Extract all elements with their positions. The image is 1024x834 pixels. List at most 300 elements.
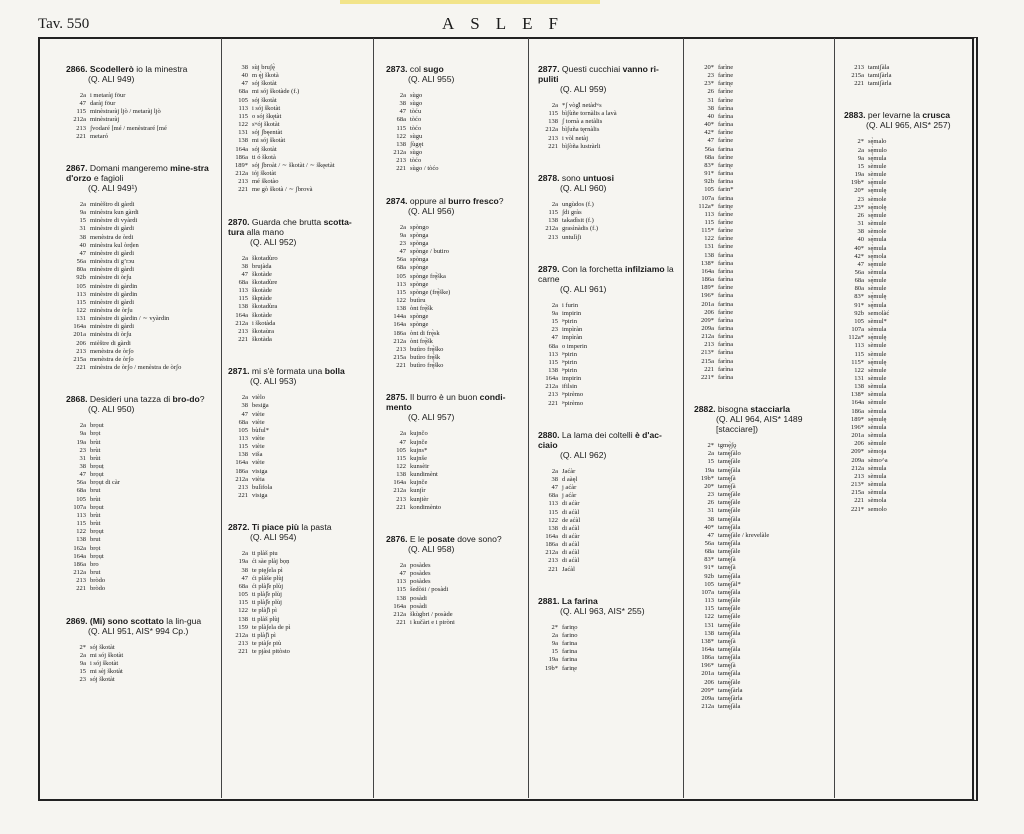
entry-heading: [228, 217, 358, 247]
locality-code: 92b: [76, 274, 86, 282]
atlas-column: [844, 64, 964, 524]
form-row: [386, 504, 516, 512]
dialect-form: sę̀mulę: [868, 187, 887, 195]
dialect-form: sèmule: [868, 399, 887, 407]
dialect-form: sę̀mulę: [868, 334, 887, 342]
locality-code: 212a: [235, 319, 248, 327]
dialect-form: tamę̀ʃà: [718, 474, 736, 482]
form-row: [66, 348, 216, 356]
dialect-form: farina: [718, 325, 734, 332]
locality-code: 80a: [76, 266, 86, 274]
map-entry: [694, 404, 814, 711]
locality-code: 113: [396, 280, 406, 288]
locality-code: 213: [396, 495, 406, 503]
form-row: [694, 64, 814, 72]
form-row: [538, 391, 678, 399]
form-row: [66, 266, 216, 274]
locality-code: 201a: [73, 331, 86, 339]
entry-text: io la minestra: [133, 64, 188, 74]
form-row: [228, 459, 358, 467]
locality-code: 113: [76, 511, 86, 519]
form-row: [228, 137, 358, 145]
form-row: [228, 435, 358, 443]
dialect-form: ći plàʃ̌e plùj: [252, 582, 284, 590]
locality-code: 38: [241, 566, 248, 574]
entry-heading: [538, 596, 678, 616]
locality-code: 209*: [851, 448, 864, 456]
dialect-form: spònge frę̀ška: [410, 272, 446, 280]
form-row: [66, 364, 216, 372]
dialect-form: spònga: [410, 231, 429, 239]
form-row: [66, 331, 216, 339]
entry-heading: [538, 430, 678, 460]
locality-code: 112a*: [848, 334, 864, 342]
dialect-form: farìna: [718, 121, 734, 129]
form-row: [228, 287, 358, 295]
locality-code: 115: [396, 288, 406, 296]
locality-code: 107a: [73, 503, 86, 511]
locality-code: 38: [79, 463, 86, 470]
form-row: [844, 318, 964, 326]
form-row: [228, 394, 358, 402]
locality-code: 47: [79, 249, 86, 257]
dialect-form: tamę̀ʃàle / krevelàle: [718, 531, 770, 539]
dialect-form: sèmula: [868, 432, 887, 440]
form-row: [844, 245, 964, 253]
dialect-form: škotadùra: [252, 303, 278, 311]
locality-code: 115: [238, 599, 248, 607]
locality-code: 115*: [701, 227, 714, 235]
locality-code: 2a: [399, 92, 406, 99]
form-row: [694, 703, 814, 711]
locality-code: 212a: [235, 631, 248, 639]
form-row: [694, 203, 814, 211]
locality-code: 15: [551, 318, 558, 326]
map-entry: [538, 596, 678, 673]
dialect-form: posàdes: [410, 561, 431, 569]
dialect-form: spònge (frę̀ške): [410, 288, 451, 296]
locality-code: 23*: [854, 203, 864, 211]
locality-code: 113: [548, 350, 558, 358]
dialect-form: tamę̀ʃàrla: [718, 686, 743, 694]
entry-number: 2871.: [228, 366, 252, 377]
locality-code: 38: [707, 515, 714, 523]
form-row: [386, 281, 516, 289]
entry-gap: [386, 380, 516, 392]
locality-code: 213: [76, 347, 86, 355]
locality-code: 40: [707, 112, 714, 120]
dialect-form: sę̀mulę: [868, 415, 887, 423]
locality-code: 47: [399, 438, 406, 446]
entry-number: 2869.: [66, 615, 90, 626]
entry-gap: [228, 205, 358, 217]
locality-code: 164a: [73, 552, 86, 560]
dialect-form: ònt di frę̀sk: [410, 329, 440, 337]
entry-heading: [844, 110, 964, 130]
dialect-form: bùful*: [252, 426, 269, 434]
entry-keyword: Ti piace più: [251, 522, 300, 533]
locality-code: 9a: [79, 659, 86, 667]
locality-code: 189*: [851, 415, 864, 423]
form-row: [66, 315, 216, 323]
locality-code: 2a: [399, 561, 406, 569]
form-row: [694, 113, 814, 121]
form-row: [538, 234, 678, 242]
locality-code: 206: [854, 440, 864, 448]
form-row: [694, 358, 814, 366]
form-row: [538, 343, 678, 351]
locality-code: 2a: [241, 550, 248, 558]
dialect-form: farìne: [718, 153, 734, 161]
locality-code: 2a: [79, 651, 86, 659]
entry-reference: (Q. ALI 965, AIS* 257): [866, 120, 951, 131]
dialect-form: sę̀mule: [868, 277, 887, 285]
dialect-form: j aćàr: [562, 484, 577, 492]
form-row: [844, 236, 964, 244]
form-row: [386, 619, 516, 627]
entry-gap: [66, 382, 216, 394]
dialect-form: sèmula: [868, 464, 887, 472]
entry-reference: (Q. ALI 950): [88, 404, 135, 415]
form-row: [844, 204, 964, 212]
dialect-form: sùgo: [410, 149, 423, 157]
dialect-form: posàdi: [410, 594, 427, 602]
entry-keyword: posate: [427, 533, 455, 544]
dialect-form: bìʃuña tęrnàlis: [562, 126, 600, 134]
locality-code: 164a: [73, 323, 86, 331]
form-row: [386, 313, 516, 321]
locality-code: 2a: [551, 467, 558, 475]
form-row: [66, 471, 216, 479]
entry-number: 2879.: [538, 263, 562, 274]
locality-code: 19a: [76, 438, 86, 446]
dialect-form: brọut: [90, 503, 104, 511]
dialect-form: minèstra de òrʃo / menèstra de òrʃo: [90, 364, 182, 372]
form-row: [228, 567, 358, 575]
dialect-form: sùgu: [410, 132, 423, 140]
form-row: [386, 92, 516, 100]
dialect-form: visiga: [252, 492, 268, 500]
dialect-form: i škotàda: [252, 319, 276, 327]
locality-code: 186a: [545, 541, 558, 549]
form-row: [844, 220, 964, 228]
locality-code: 19a: [854, 171, 864, 179]
dialect-form: sèmula: [868, 481, 887, 489]
dialect-form: te pięʃela pì: [252, 566, 283, 574]
dialect-form: ʲᵉpirin: [562, 350, 577, 358]
locality-code: 47: [79, 100, 86, 108]
dialect-form: minèstre di gàrdi: [90, 225, 135, 233]
dialect-form: mi sój škotàde (f.): [252, 88, 300, 96]
form-row: [66, 585, 216, 593]
entry-keyword: sugo: [423, 64, 444, 74]
dialect-form: kujns*: [410, 446, 428, 454]
locality-code: 105: [396, 272, 406, 280]
entry-reference: (Q. ALI 961): [560, 283, 607, 294]
locality-code: 68a: [854, 277, 864, 285]
locality-code: 47: [399, 108, 406, 116]
dialect-form: tamę̀ʃàle: [718, 678, 741, 686]
locality-code: 113: [238, 435, 248, 442]
form-row: [694, 97, 814, 105]
entry-heading: [66, 64, 216, 84]
form-row: [538, 375, 678, 383]
locality-code: 19a: [238, 558, 248, 566]
dialect-form: farina: [718, 178, 734, 186]
dialect-form: tgmę̀ʃǫ: [718, 442, 737, 450]
entry-number: 2883.: [844, 110, 868, 121]
form-row: [66, 242, 216, 250]
dialect-form: tamę̀ʃàl*: [718, 580, 741, 588]
entry-heading: [386, 64, 516, 84]
form-row: [228, 336, 358, 344]
dialect-form: tòćo: [410, 116, 422, 124]
dialect-form: tamę̀ʃàla: [718, 515, 741, 523]
entry-heading: [66, 163, 216, 193]
dialect-form: farìna: [718, 365, 734, 373]
form-row: [844, 367, 964, 375]
locality-code: 138: [704, 629, 714, 637]
form-row: [694, 532, 814, 540]
locality-code: 164a: [701, 646, 714, 653]
locality-code: 196*: [851, 423, 864, 431]
form-row: [694, 507, 814, 515]
locality-code: 164a: [235, 311, 248, 319]
dialect-form: farìne: [718, 64, 734, 71]
locality-code: 122: [704, 613, 714, 621]
dialect-form: tamę̀ʃàle: [718, 613, 741, 621]
dialect-form: spònga: [410, 239, 429, 247]
locality-code: 221: [704, 365, 714, 373]
dialect-form: sùj bruʃę̀: [252, 64, 275, 71]
page-title: ASLEF: [442, 14, 574, 33]
locality-code: 162a: [73, 544, 86, 552]
dialect-form: di aćàl: [562, 508, 580, 516]
locality-code: 38: [551, 475, 558, 483]
dialect-form: sèmo^a: [868, 456, 888, 464]
dialect-form: i kučàri e i piròni: [410, 619, 455, 627]
locality-code: 164a: [545, 375, 558, 383]
locality-code: 105: [854, 317, 864, 325]
form-row: [844, 457, 964, 465]
locality-code: 23: [707, 491, 714, 499]
dialect-form: minèstre di gàrdin: [90, 282, 138, 290]
dialect-form: sèmule: [868, 171, 887, 179]
locality-code: 47: [241, 80, 248, 88]
top-color-strip: [340, 0, 600, 4]
locality-code: 47: [707, 137, 714, 145]
form-row: [66, 234, 216, 242]
locality-code: 47: [551, 334, 558, 342]
locality-code: 23: [79, 676, 86, 684]
locality-code: 189*: [701, 284, 714, 292]
form-row: [844, 342, 964, 350]
form-row: [228, 105, 358, 113]
dialect-form: farina: [718, 194, 734, 202]
locality-code: 138: [548, 217, 558, 225]
entry-reference: (Q. ALI 958): [408, 543, 455, 554]
entry-gap: [538, 161, 678, 173]
dialect-form: i sój škotàt: [252, 104, 281, 112]
form-row: [694, 654, 814, 662]
form-row: [66, 528, 216, 536]
locality-code: 38: [241, 262, 248, 270]
dialect-form: brọut: [90, 422, 104, 430]
dialect-form: farìna: [718, 349, 734, 357]
locality-code: 122: [704, 235, 714, 243]
dialect-form: tamę̀ʃàle: [718, 597, 741, 605]
form-row: [386, 289, 516, 297]
dialect-form: brùt: [90, 520, 101, 528]
locality-code: 209a: [701, 694, 714, 702]
locality-code: 144a: [393, 313, 406, 321]
map-entry: [844, 64, 964, 88]
form-row: [694, 679, 814, 687]
entry-heading: [538, 264, 678, 294]
entry-text: per levarne la: [867, 110, 923, 121]
form-row: [844, 179, 964, 187]
form-row: [694, 670, 814, 678]
locality-code: 92b: [704, 178, 714, 186]
locality-code: 115: [704, 605, 714, 613]
locality-code: 212a: [545, 383, 558, 391]
locality-code: 47: [707, 531, 714, 539]
locality-code: 9a: [79, 209, 86, 217]
dialect-form: d aàęl: [562, 475, 578, 483]
form-row: [66, 463, 216, 471]
locality-code: 2*: [79, 643, 86, 651]
form-row: [228, 550, 358, 558]
form-row: [538, 383, 678, 391]
locality-code: 115: [238, 443, 248, 451]
form-row: [66, 116, 216, 124]
dialect-form: kunjièr: [410, 495, 429, 503]
form-row: [844, 506, 964, 514]
form-row: [228, 154, 358, 162]
dialect-form: tamę̀ʃàla: [718, 654, 741, 662]
dialect-form: ifilsin: [562, 383, 578, 391]
locality-code: 68a: [548, 342, 558, 350]
form-row: [538, 367, 678, 375]
dialect-form: tamę̀ʃàla: [718, 539, 741, 547]
dialect-form: farìne: [718, 137, 734, 145]
map-entry: [538, 64, 678, 151]
form-row: [538, 135, 678, 143]
form-row: [228, 419, 358, 427]
dialect-form: di aćàl: [562, 524, 580, 532]
locality-code: 47: [551, 484, 558, 492]
entry-keyword: bolla: [324, 366, 345, 377]
dialect-form: tamę̀ʃàle: [718, 499, 741, 507]
form-row: [538, 318, 678, 326]
locality-code: 47: [857, 260, 864, 268]
locality-code: 2*: [551, 623, 558, 631]
form-row: [538, 500, 678, 508]
dialect-form: sèmula: [868, 326, 887, 334]
dialect-form: sèmula: [868, 423, 887, 431]
dialect-form: škotadùre: [252, 278, 278, 286]
form-row: [844, 261, 964, 269]
dialect-form: ʃvodaré [mé / menèstraré [mé: [90, 124, 167, 132]
entry-heading: [386, 196, 516, 216]
locality-code: 2a: [551, 200, 558, 208]
form-row: [694, 276, 814, 284]
locality-code: 206: [704, 678, 714, 686]
form-row: [228, 279, 358, 287]
dialect-form: kundimènt: [410, 471, 438, 479]
locality-code: 115: [548, 358, 558, 366]
dialect-form: minèstra kul òrḑen: [90, 241, 139, 249]
locality-code: 113: [396, 578, 406, 586]
dialect-form: tòću: [410, 108, 422, 116]
form-row: [228, 468, 358, 476]
locality-code: 212a: [701, 333, 714, 341]
dialect-form: farìna: [718, 292, 734, 300]
form-row: [694, 105, 814, 113]
dialect-form: sę̀molę: [868, 203, 887, 211]
dialect-form: farìna: [718, 357, 734, 365]
locality-code: 221: [396, 619, 406, 627]
dialect-form: farìne: [718, 72, 734, 80]
dialect-form: daràj fōur: [90, 100, 116, 108]
form-row: [538, 476, 678, 484]
form-row: [844, 80, 964, 88]
dialect-form: impìràn: [562, 334, 583, 342]
form-row: [228, 599, 358, 607]
form-row: [66, 553, 216, 561]
form-row: [694, 146, 814, 154]
locality-code: 40*: [854, 244, 864, 252]
dialect-form: vièie: [252, 459, 265, 467]
form-row: [228, 624, 358, 632]
dialect-form: brut: [90, 569, 101, 577]
dialect-form: tamę̀ʃàla: [718, 572, 741, 580]
locality-code: 20*: [704, 482, 714, 490]
locality-code: 9a: [857, 154, 864, 162]
dialect-form: sę̀malo: [868, 138, 887, 146]
plate-number: Tav. 550: [38, 16, 90, 32]
locality-code: 164a: [393, 479, 406, 487]
locality-code: 122: [396, 132, 406, 140]
locality-code: 9a: [79, 430, 86, 438]
locality-code: 215a: [851, 489, 864, 497]
form-row: [66, 209, 216, 217]
map-entry: [386, 392, 516, 512]
locality-code: 19b*: [851, 179, 864, 187]
form-row: [386, 248, 516, 256]
form-row: [66, 545, 216, 553]
dialect-form: minèstraràj: [90, 116, 120, 124]
dialect-form: spòngo: [410, 223, 429, 231]
dialect-form: sój škotàt: [90, 643, 115, 651]
form-row: [66, 299, 216, 307]
form-row: [844, 64, 964, 72]
locality-code: 115: [396, 124, 406, 132]
locality-code: 105: [76, 495, 86, 503]
entry-heading: [386, 392, 516, 422]
entry-number: 2874.: [386, 195, 410, 206]
locality-code: 2a: [399, 223, 406, 231]
form-row: [694, 260, 814, 268]
form-row: [844, 138, 964, 146]
entry-text: Domani mangeremo: [89, 162, 171, 173]
locality-code: 56a: [854, 268, 864, 276]
dialect-form: visiga: [252, 467, 268, 475]
column-divider: [221, 38, 222, 798]
dialect-form: farina: [562, 656, 578, 664]
entry-number: 2880.: [538, 429, 562, 440]
form-row: [538, 566, 678, 574]
